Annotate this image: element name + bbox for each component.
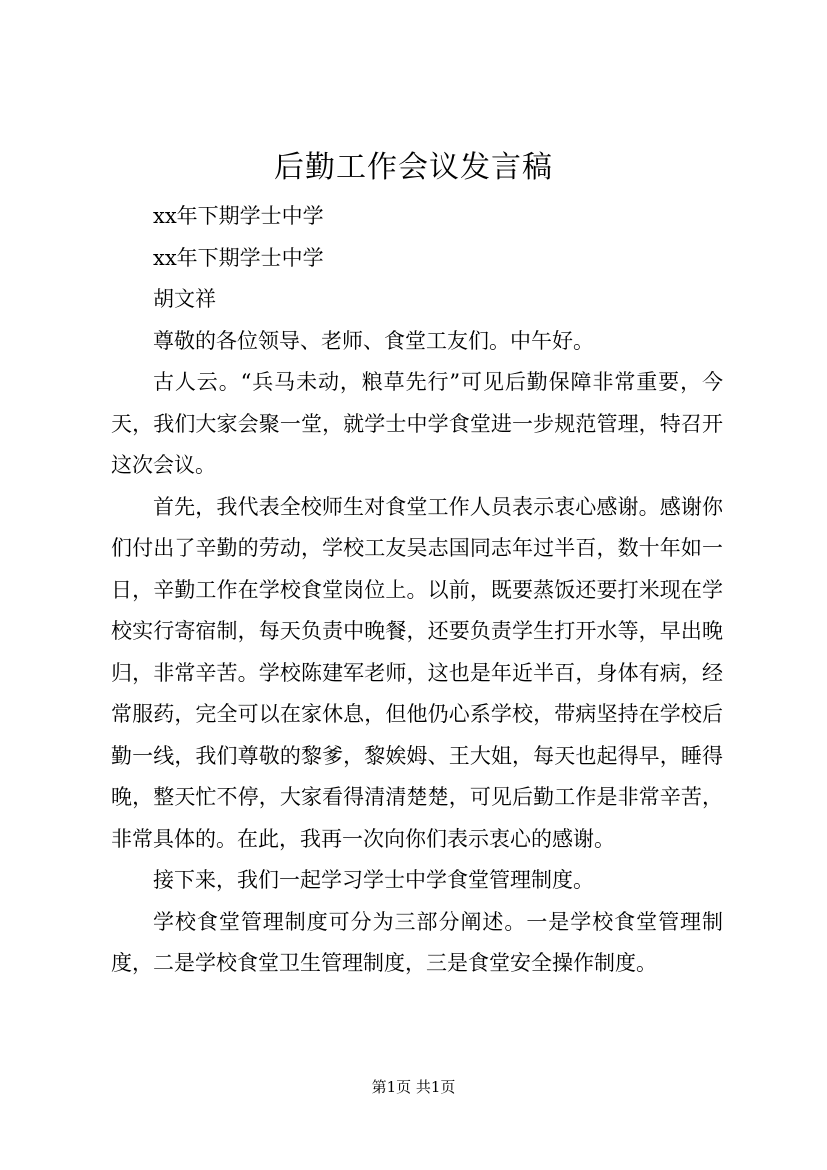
document-body [111, 196, 723, 985]
rules-paragraph: 学校食堂管理制度可分为三部分阐述。一是学校食堂管理制度，二是学校食堂卫生管理制度，三是食堂安全操作制度。 [111, 909, 723, 975]
greeting-paragraph: 尊敬的各位领导、老师、食堂工友们。中午好。 [153, 328, 594, 353]
intro-paragraph: 古人云。“兵马未动，粮草先行”可见后勤保障非常重要，今天，我们大家会聚一堂，就学士中学食堂进一步规范管理，特召开这次会议。 [111, 370, 723, 477]
thanks-paragraph: 首先，我代表全校师生对食堂工作人员表示衷心感谢。感谢你们付出了辛勤的劳动，学校工友吴志国同志年过半百，数十年如一日，辛勤工作在学校食堂岗位上。以前，既要蒸饭还要打米现在学校实行寄宿制，每天负责中晚餐，还要负责学生打开水等，早出晚归，非常辛苦。学校陈建军老师，这也是年近半百，身体有病，经常服药，完全可以在家休息，但他仍心系学校，带病坚持在学校后勤一线，我们尊敬的黎爹，黎娭姆、王大姐，每天也起得早，睡得晚，整天忙不停，大家看得清清楚楚，可见后勤工作是非常辛苦，非常具体的。在此，我再一次向你们表示衷心的感谢。 [111, 494, 723, 851]
document-title: 后勤工作会议发言稿 [274, 150, 553, 185]
school-line-repeat: xx年下期学士中学 [153, 245, 324, 270]
next-topic-paragraph: 接下来，我们一起学习学士中学食堂管理制度。 [153, 868, 594, 892]
school-line: xx年下期学士中学 [153, 204, 324, 228]
author-name: 胡文祥 [153, 287, 216, 311]
page-number-footer: 第1页 共1页 [371, 1078, 456, 1096]
